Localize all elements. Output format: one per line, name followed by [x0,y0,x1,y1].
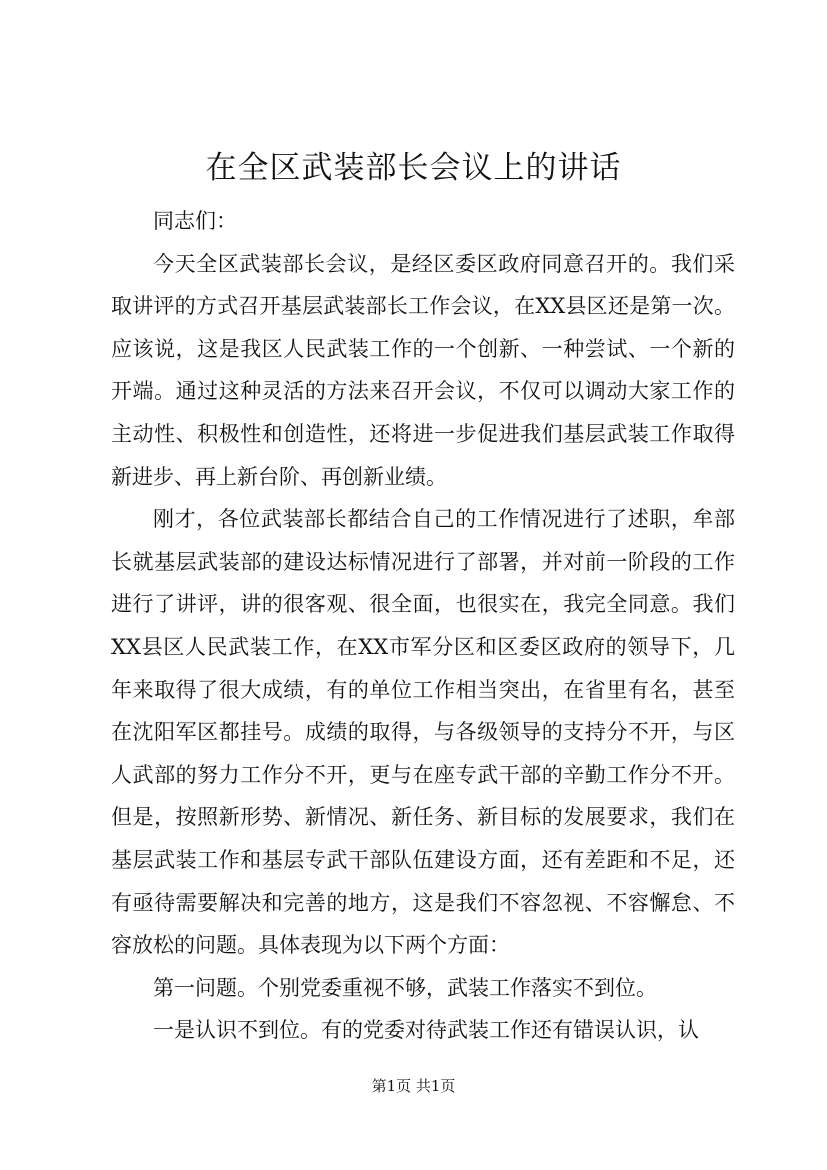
document-body [111,200,735,1052]
paragraph-3: 第一问题。个别党委重视不够，武装工作落实不到位。 [153,975,657,1000]
paragraph-2: 刚才，各位武装部长都结合自己的工作情况进行了述职，牟部长就基层武装部的建设达标情况进行了部署，并对前一阶段的工作进行了讲评，讲的很客观、很全面，也很实在，我完全同意。我们XX县区人民武装工作，在XX市军分区和区委区政府的领导下，几年来取得了很大成绩，有的单位工作相当突出，在省里有名，甚至在沈阳军区都挂号。成绩的取得，与各级领导的支持分不开，与区人武部的努力工作分不开，更与在座专武干部的辛勤工作分不开。但是，按照新形势、新情况、新任务、新目标的发展要求，我们在基层武装工作和基层专武干部队伍建设方面，还有差距和不足，还有亟待需要解决和完善的地方，这是我们不容忽视、不容懈怠、不容放松的问题。具体表现为以下两个方面： [111,507,735,958]
document-title: 在全区武装部长会议上的讲话 [205,150,622,186]
page-number-footer: 第1页 共1页 [371,1077,456,1095]
paragraph-greeting: 同志们： [153,209,237,233]
paragraph-4: 一是认识不到位。有的党委对待武装工作还有错误认识，认 [153,1018,699,1043]
paragraph-1: 今天全区武装部长会议，是经区委区政府同意召开的。我们采取讲评的方式召开基层武装部长工作会议，在XX县区还是第一次。应该说，这是我区人民武装工作的一个创新、一种尝试、一个新的开端。通过这种灵活的方法来召开会议，不仅可以调动大家工作的主动性、积极性和创造性，还将进一步促进我们基层武装工作取得新进步、再上新台阶、再创新业绩。 [111,251,735,489]
